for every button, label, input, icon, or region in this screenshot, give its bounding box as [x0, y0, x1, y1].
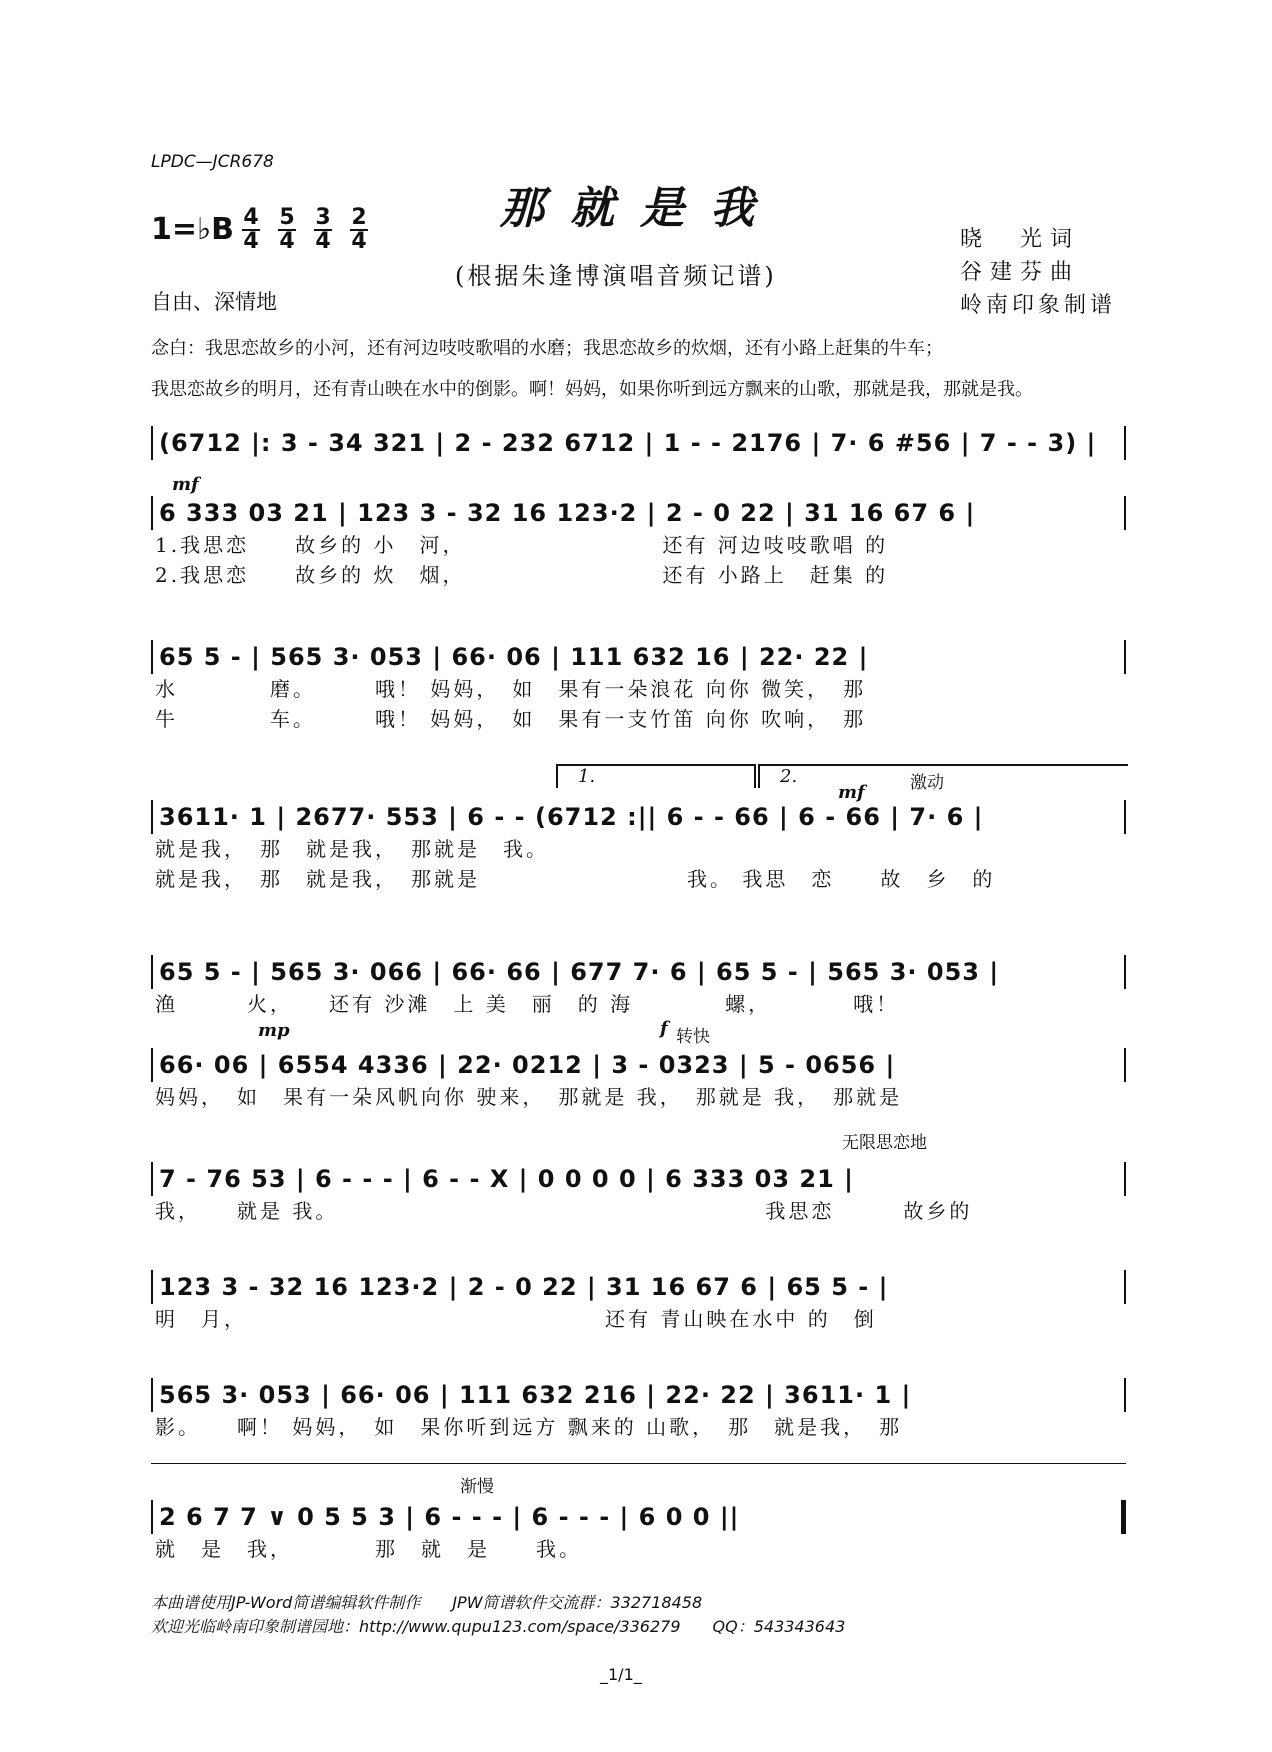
time-sig-top: 5: [279, 205, 295, 230]
time-signature: [350, 205, 368, 254]
subtitle: (根据朱逢博演唱音频记谱): [455, 262, 777, 290]
score-code: LPDC—JCR678: [151, 152, 274, 172]
notation-line: 7 - 76 53 | 6 - - - | 6 - - X | 0 0 0 0 | 6 333 03 21 |: [151, 1162, 1126, 1196]
lyric-line: 影。 啊！ 妈妈， 如 果你听到远方 飘来的 山歌， 那 就是我， 那: [155, 1415, 903, 1439]
recitation-line: 我思恋故乡的明月，还有青山映在水中的倒影。啊！妈妈，如果你听到远方飘来的山歌，那就是我，那就是我。: [151, 379, 1033, 400]
expression-mark: 无限思恋地: [842, 1133, 927, 1153]
time-sig-bottom: 4: [243, 229, 259, 254]
footer-line: 欢迎光临岭南印象制谱园地：http://www.qupu123.com/space/336279 QQ：543343643: [151, 1617, 846, 1636]
score-system: [151, 1500, 1126, 1564]
lyric-line: 1.我思恋 故乡的 小 河， 还有 河边吱吱歌唱 的: [155, 533, 889, 557]
lyric-line: 就是我， 那 就是我， 那就是 我。: [155, 837, 549, 861]
key-prefix: 1=: [151, 212, 198, 247]
page-number: _1/1_: [600, 1665, 642, 1684]
expression-mark: 激动: [910, 773, 944, 793]
lyric-line: 就 是 我， 那 就 是 我。: [155, 1537, 582, 1561]
score-system: [151, 955, 1126, 1019]
volta-bracket: [556, 764, 756, 788]
volta-label: 2.: [780, 766, 798, 787]
notation-line: 65 5 - | 565 3· 066 | 66· 66 | 677 7· 6 | 65 5 - | 565 3· 053 |: [151, 955, 1126, 989]
lyric-line: 牛 车。 哦！ 妈妈， 如 果有一支竹笛 向你 吹响， 那: [155, 707, 867, 731]
time-sig-top: 3: [315, 205, 331, 230]
time-sig-top: 4: [243, 205, 259, 230]
recitation-line: 念白：我思恋故乡的小河，还有河边吱吱歌唱的水磨；我思恋故乡的炊烟，还有小路上赶集的牛车；: [151, 338, 943, 359]
footer-line: 本曲谱使用JP-Word简谱编辑软件制作 JPW简谱软件交流群：332718458: [151, 1593, 703, 1612]
notation-line: 2 6 7 7 ∨ 0 5 5 3 | 6 - - - | 6 - - - | 6 0 0 ||: [151, 1500, 1126, 1534]
lyric-line: 我， 就是 我。 我思恋 故乡的: [155, 1199, 973, 1223]
score-system: [151, 1162, 1126, 1226]
time-signature: [314, 205, 332, 254]
score-system: [151, 1048, 1126, 1112]
score-system: [151, 1270, 1126, 1334]
score-system: [151, 426, 1126, 460]
notation-line: 3611· 1 | 2677· 553 | 6 - - (6712 :|| 6 - - 66 | 6 - 66 | 7· 6 |: [151, 800, 1126, 834]
notation-line: 66· 06 | 6554 4336 | 22· 0212 | 3 - 0323 | 5 - 0656 |: [151, 1048, 1126, 1082]
lyric-line: 水 磨。 哦！ 妈妈， 如 果有一朵浪花 向你 微笑， 那: [155, 677, 867, 701]
score-system: [151, 496, 1126, 590]
key-note: ♭B: [197, 212, 235, 247]
dynamic-mark: f: [660, 1018, 668, 1039]
key-signature: [151, 212, 234, 247]
time-sig-bottom: 4: [351, 229, 367, 254]
dynamic-mark: mp: [258, 1020, 290, 1041]
slur-line: [151, 1463, 1126, 1464]
time-signatures: [242, 205, 368, 254]
lyricist-credit: 晓 光词: [960, 227, 1081, 252]
score-system: [151, 1378, 1126, 1442]
lyric-line: 明 月， 还有 青山映在水中 的 倒: [155, 1307, 877, 1331]
dynamic-mark: mf: [838, 782, 865, 803]
time-sig-bottom: 4: [279, 229, 295, 254]
tempo-marking: 自由、深情地: [151, 290, 277, 314]
lyric-line: 2.我思恋 故乡的 炊 烟， 还有 小路上 赶集 的: [155, 563, 889, 587]
notation-line: 123 3 - 32 16 123·2 | 2 - 0 22 | 31 16 67 6 | 65 5 - |: [151, 1270, 1126, 1304]
score-system: [151, 640, 1126, 734]
lyric-line: 妈妈， 如 果有一朵风帆向你 驶来， 那就是 我， 那就是 我， 那就是: [155, 1085, 903, 1109]
lyric-line: 渔 火， 还有 沙滩 上 美 丽 的 海 螺， 哦！: [155, 992, 900, 1016]
notation-line: 6 333 03 21 | 123 3 - 32 16 123·2 | 2 - 0 22 | 31 16 67 6 |: [151, 496, 1126, 530]
time-sig-top: 2: [351, 205, 367, 230]
time-sig-bottom: 4: [315, 229, 331, 254]
final-barline: [1121, 1500, 1126, 1534]
lyric-line: 就是我， 那 就是我， 那就是 我。 我思 恋 故 乡 的: [155, 867, 996, 891]
time-signature: [242, 205, 260, 254]
notation-line: (6712 |: 3 - 34 321 | 2 - 232 6712 | 1 - - 2176 | 7· 6 #56 | 7 - - 3) |: [151, 426, 1126, 460]
notation-line: 565 3· 053 | 66· 06 | 111 632 216 | 22· 22 | 3611· 1 |: [151, 1378, 1126, 1412]
composer-credit: 谷建芬曲: [960, 260, 1081, 285]
arranger-credit: 岭南印象制谱: [960, 293, 1117, 318]
time-signature: [278, 205, 296, 254]
notation-line: 65 5 - | 565 3· 053 | 66· 06 | 111 632 16 | 22· 22 |: [151, 640, 1126, 674]
score-system: [151, 800, 1126, 894]
expression-mark: 转快: [676, 1027, 710, 1047]
song-title: 那就是我: [500, 183, 780, 234]
dynamic-mark: mf: [172, 474, 199, 495]
expression-mark: 渐慢: [460, 1477, 494, 1497]
volta-label: 1.: [578, 766, 596, 787]
